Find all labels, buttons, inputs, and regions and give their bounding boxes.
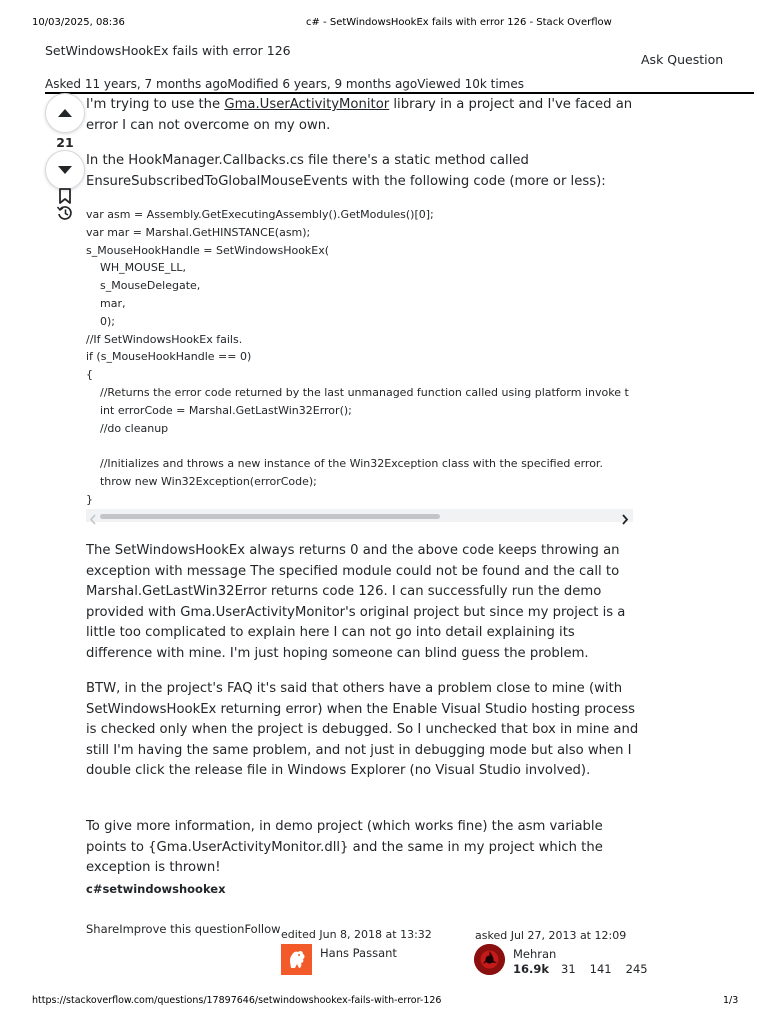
paragraph-text: library in a project and I've faced an error I can not overcome on my own. <box>86 97 633 133</box>
upvote-button[interactable] <box>45 93 85 133</box>
library-link[interactable]: Gma.UserActivityMonitor <box>224 97 390 112</box>
scroll-left-button[interactable] <box>89 510 97 529</box>
scrollbar-thumb[interactable] <box>100 514 440 519</box>
ask-question-button[interactable]: Ask Question <box>641 52 724 67</box>
question-paragraph-2: In the HookManager.Callbacks.cs file there's a static method called EnsureSubscribedToGlobalMouseEvents with the following code (more or less): <box>86 153 606 189</box>
viewed-value: 10k times <box>464 77 524 91</box>
print-page-number: 1/3 <box>723 995 739 1006</box>
chevron-left-icon <box>89 514 97 525</box>
gold-badges: 31 <box>561 962 576 976</box>
asked-value: 11 years, 7 months ago <box>84 77 228 91</box>
downvote-button[interactable] <box>45 150 85 190</box>
code-block: var asm = Assembly.GetExecutingAssembly().GetModules()[0]; var mar = Marshal.GetHINSTANCE(asm); s_MouseHookHandle = SetWindowsHookEx( WH_MOUSE_LL, s_MouseDelegate, mar, 0); //If SetWindowsHookEx fails. if (s_MouseHookHandle == 0) { //Returns the error code returned by the last unmanaged function called using platform invoke t int errorCode = Marshal.GetLastWin32Error(); //do cleanup //Initializes and throws a new instance of the Win32Exception class with the specified error. throw new Win32Exception(errorCode); } <box>86 208 629 506</box>
paragraph-text: I'm trying to use the <box>86 97 225 112</box>
bookmark-icon <box>58 188 72 204</box>
lion-crest-icon <box>281 944 312 975</box>
question-paragraph-1 <box>86 95 646 136</box>
modified-value: 6 years, 9 months ago <box>282 77 418 91</box>
reputation-score: 16.9k <box>513 962 550 976</box>
vote-count: 21 <box>56 135 74 150</box>
tag-csharp[interactable]: c# <box>86 882 103 896</box>
sharingan-avatar-icon <box>474 944 505 975</box>
improve-link[interactable]: Improve this question <box>119 922 245 936</box>
history-icon <box>56 204 74 222</box>
caret-up-icon <box>57 108 73 118</box>
tag-list <box>86 882 226 896</box>
asked-label: Asked <box>45 77 81 91</box>
header-divider <box>45 92 754 94</box>
asker-name[interactable]: Mehran <box>513 947 557 961</box>
asker-avatar[interactable] <box>474 944 505 975</box>
tag-setwindowshookex[interactable]: setwindowshookex <box>102 882 226 896</box>
viewed-label: Viewed <box>417 77 461 91</box>
post-actions <box>86 922 281 936</box>
editor-avatar[interactable] <box>281 944 312 975</box>
silver-badges: 141 <box>589 962 612 976</box>
question-paragraph-3: The SetWindowsHookEx always returns 0 and the above code keeps throwing an exception with message The specified module could not be found and the call to Marshal.GetLastWin32Error returns code 126. I can successfully run the demo provided with Gma.UserActivityMonitor's original project but since my project is a little too complicated to explain here I can not go into detail explaining its difference with mine. I'm just hoping someone can blind guess the problem. <box>86 543 626 661</box>
follow-link[interactable]: Follow <box>244 922 281 936</box>
print-datetime: 10/03/2025, 08:36 <box>32 17 125 28</box>
chevron-right-icon <box>621 514 629 525</box>
print-page-title: c# - SetWindowsHookEx fails with error 126 - Stack Overflow <box>306 17 612 28</box>
scroll-right-button[interactable] <box>621 510 629 529</box>
caret-down-icon <box>57 165 73 175</box>
bronze-badges: 245 <box>625 962 648 976</box>
question-title[interactable]: SetWindowsHookEx fails with error 126 <box>45 43 291 58</box>
print-url: https://stackoverflow.com/questions/17897646/setwindowshookex-fails-with-error-126 <box>32 995 442 1006</box>
editor-name[interactable]: Hans Passant <box>320 946 397 960</box>
asker-stats <box>513 962 662 976</box>
modified-label: Modified <box>227 77 279 91</box>
history-button[interactable] <box>56 204 74 226</box>
question-meta <box>45 77 524 91</box>
question-paragraph-5: To give more information, in demo project (which works fine) the asm variable points to {Gma.UserActivityMonitor.dll} and the same in my project which the exception is thrown! <box>86 819 603 875</box>
question-paragraph-4: BTW, in the project's FAQ it's said that others have a problem close to mine (with SetWindowsHookEx returning error) when the Enable Visual Studio hosting process is checked only when the project is debugged. So I unchecked that box in mine and still I'm having the same problem, and not just in debugging mode but also when I double click the release file in Windows Explorer (no Visual Studio involved). <box>86 681 639 778</box>
asked-timestamp: asked Jul 27, 2013 at 12:09 <box>475 929 627 942</box>
share-link[interactable]: Share <box>86 922 120 936</box>
edited-timestamp[interactable]: edited Jun 8, 2018 at 13:32 <box>281 928 432 941</box>
